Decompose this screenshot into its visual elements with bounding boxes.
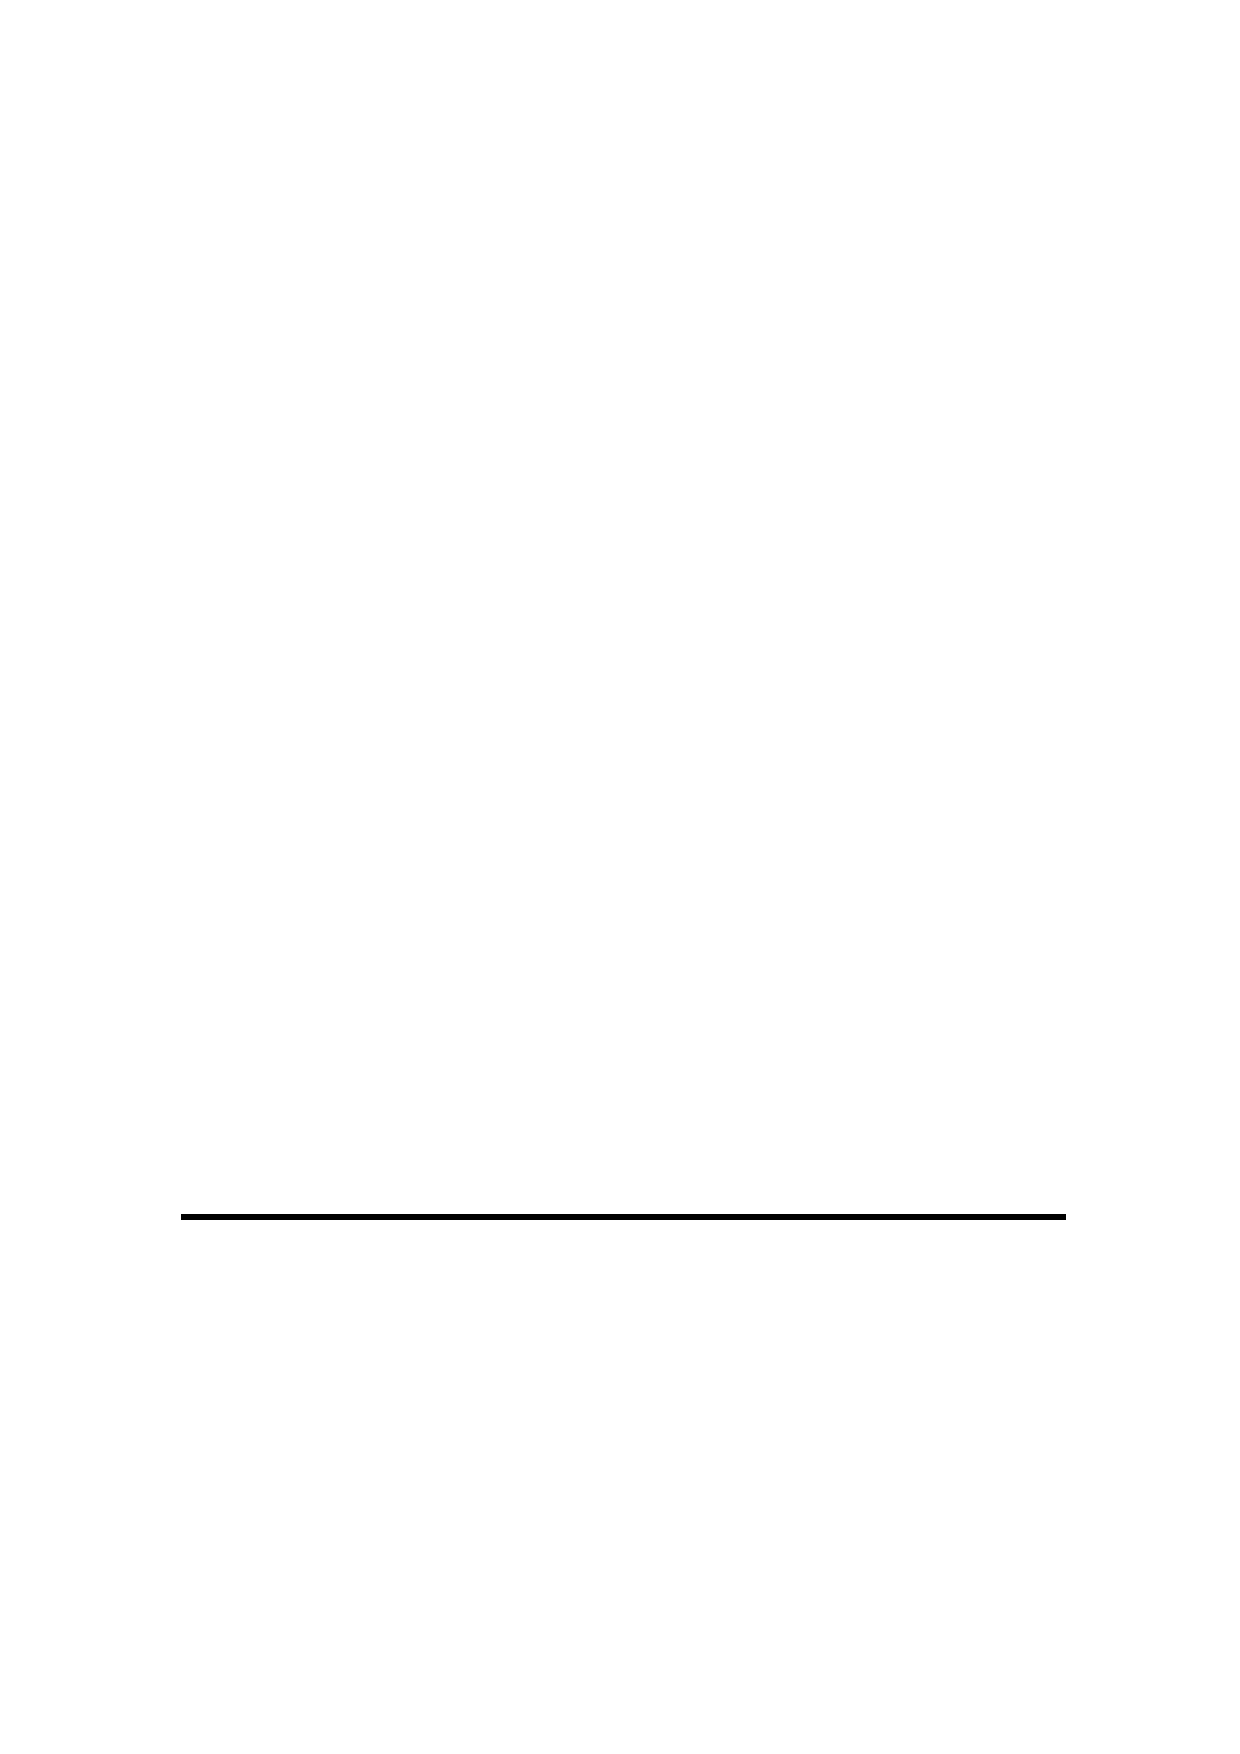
- exam-title-block: [0, 158, 1240, 363]
- subject-name: [0, 240, 1240, 281]
- section-divider: [181, 1214, 1066, 1220]
- school-name: [0, 158, 1240, 199]
- paper-number: [0, 281, 1240, 322]
- paper-type: [0, 322, 1240, 363]
- exam-name: [0, 199, 1240, 240]
